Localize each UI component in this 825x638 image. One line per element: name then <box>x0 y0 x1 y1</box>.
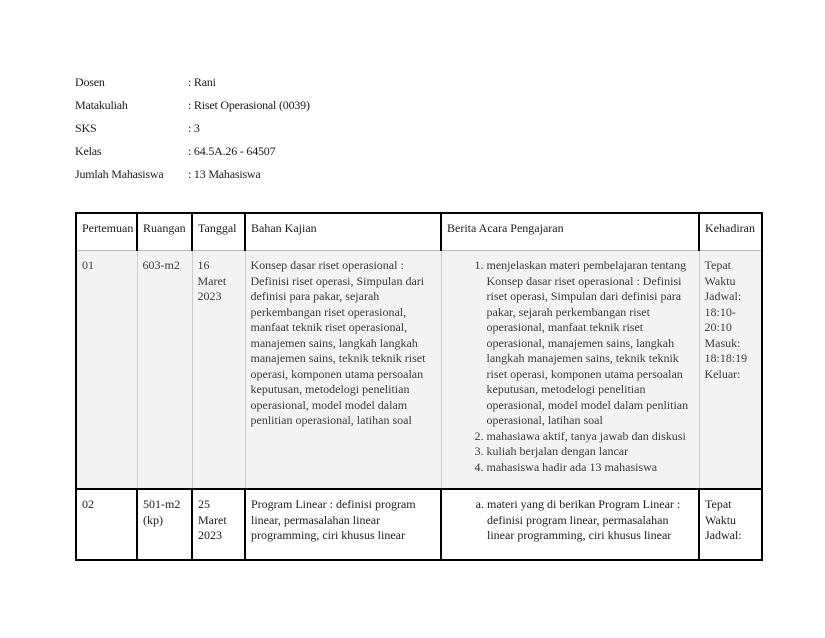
info-label: SKS <box>75 121 97 135</box>
berita-acara-list <box>447 497 693 544</box>
table-header-row <box>76 213 762 251</box>
column-header-berita-acara: Berita Acara Pengajaran <box>441 213 699 251</box>
cell-pertemuan: 01 <box>76 251 137 490</box>
cell-ruangan: 603-m2 <box>137 251 192 490</box>
column-header-kehadiran: Kehadiran <box>699 213 762 251</box>
info-value: : Riset Operasional (0039) <box>188 98 310 112</box>
cell-tanggal: 16 Maret 2023 <box>192 251 245 490</box>
column-header-bahan-kajian: Bahan Kajian <box>245 213 441 251</box>
list-item: 3. kuliah berjalan dengan lancar <box>487 444 694 460</box>
column-header-pertemuan: Pertemuan <box>76 213 137 251</box>
course-info <box>75 74 310 189</box>
berita-acara-list <box>447 258 694 475</box>
info-row-sks <box>75 120 310 143</box>
cell-ruangan: 501-m2 (kp) <box>137 489 192 560</box>
info-value: : Rani <box>188 75 216 89</box>
info-value: : 64.5A.26 - 64507 <box>188 144 276 158</box>
cell-tanggal: 25 Maret 2023 <box>192 489 245 560</box>
list-item: a. materi yang di berikan Program Linear : definisi program linear, permasalahan linear programming, ciri khusus linear <box>487 497 693 544</box>
info-row-kelas <box>75 143 310 166</box>
cell-bahan-kajian: Konsep dasar riset operasional : Definisi riset operasi, Simpulan dari definisi para pakar, sejarah perkembangan riset operasional, manfaat teknik riset operasional, manajemen sains, langkah langkah manajemen sains, teknik teknik riset operasi, komponen utama persoalan keputusan, metodelogi penelitian operasional, model model dalam penlitian operasional, latihan soal <box>245 251 441 490</box>
info-row-jumlah-mahasiswa <box>75 166 310 189</box>
list-item: 2. mahasiawa aktif, tanya jawab dan diskusi <box>487 429 694 445</box>
info-row-matakuliah <box>75 97 310 120</box>
cell-kehadiran: Tepat Waktu Jadwal: <box>699 489 762 560</box>
column-header-tanggal: Tanggal <box>192 213 245 251</box>
cell-berita-acara <box>441 251 699 490</box>
info-label: Kelas <box>75 144 102 158</box>
table-row <box>76 489 762 560</box>
column-header-ruangan: Ruangan <box>137 213 192 251</box>
cell-berita-acara <box>441 489 699 560</box>
table-row <box>76 251 762 490</box>
info-value: : 13 Mahasiswa <box>188 167 261 181</box>
info-value: : 3 <box>188 121 200 135</box>
cell-bahan-kajian: Program Linear : definisi program linear, permasalahan linear programming, ciri khusus linear <box>245 489 441 560</box>
info-label: Matakuliah <box>75 98 128 112</box>
cell-kehadiran: Tepat Waktu Jadwal: 18:10-20:10 Masuk: 18:18:19 Keluar: <box>699 251 762 490</box>
attendance-table <box>75 212 763 561</box>
info-label: Jumlah Mahasiswa <box>75 167 164 181</box>
info-row-dosen <box>75 74 310 97</box>
list-item: 1. menjelaskan materi pembelajaran tentang Konsep dasar riset operasional : Definisi riset operasi, Simpulan dari definisi para pakar, sejarah perkembangan riset operasional, manfaat teknik riset operasional, manajemen sains, langkah langkah manajemen sains, teknik teknik riset operasi, komponen utama persoalan keputusan, metodelogi penelitian operasional, model model dalam penlitian operasional, latihan soal <box>487 258 694 429</box>
cell-pertemuan: 02 <box>76 489 137 560</box>
list-item: 4. mahasiswa hadir ada 13 mahasiswa <box>487 460 694 476</box>
info-label: Dosen <box>75 75 105 89</box>
